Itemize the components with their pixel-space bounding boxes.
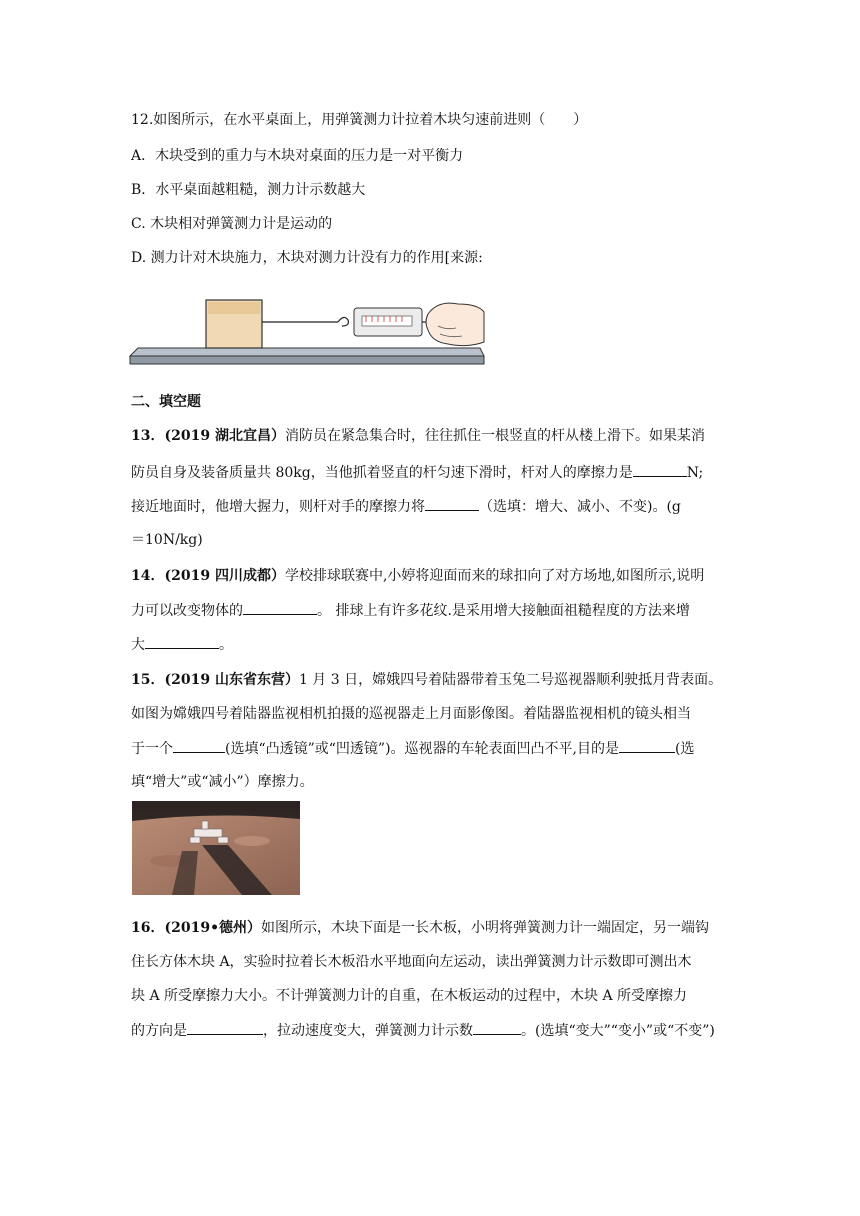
q15-text-2: 如图为嫦娥四号着陆器监视相机拍摄的巡视器走上月面影像图。着陆器监视相机的镜头相当 (131, 706, 691, 722)
q16-line-4 (131, 1020, 715, 1041)
q16-blank-1[interactable] (187, 1020, 263, 1035)
q16-text-3: 块 A 所受摩擦力大小。不计弹簧测力计的自重，在木板运动的过程中，木块 A 所受摩擦力 (131, 988, 688, 1004)
q16-text-1: 如图所示，木块下面是一长木板，小明将弹簧测力计一端固定，另一端钩 (261, 920, 710, 936)
q13-line-1 (131, 426, 705, 446)
q14-blank-1[interactable] (243, 600, 317, 615)
q16-source: 16．(2019•德州） (131, 920, 262, 936)
q16-text-4: 的方向是 (131, 1023, 187, 1039)
q15-text-1: 1 月 3 日，嫦娥四号着陆器带着玉兔二号巡视器顺利驶抵月背表面。 (298, 672, 723, 688)
lunar-rover-photo (132, 801, 300, 895)
q15-blank-2[interactable] (619, 738, 675, 753)
q14-line-2 (131, 600, 690, 621)
q15-blank-1[interactable] (173, 738, 225, 753)
section-title: 二、填空题 (131, 394, 201, 410)
q14-line-3 (131, 634, 233, 655)
q13-text-1: 消防员在紧急集合时，往往抓住一根竖直的杆从楼上滑下。如果某消 (284, 428, 705, 444)
q15-text-4: 填“增大”或“减小”）摩擦力。 (131, 774, 314, 790)
q16-line-1 (131, 918, 709, 938)
q16-text-4b: ，拉动速度变大，弹簧测力计示数 (263, 1023, 473, 1039)
q12-option-c: C. 木块相对弹簧测力计是运动的 (131, 216, 333, 232)
q16-blank-2[interactable] (473, 1020, 521, 1035)
q14-blank-2[interactable] (145, 634, 219, 649)
q14-text-2: 力可以改变物体的 (131, 603, 243, 619)
q15-line-1 (131, 670, 722, 690)
q16-text-2: 住长方体木块 A，实验时拉着长木板沿水平地面向左运动，读出弹簧测力计示数即可测出木 (131, 954, 692, 970)
q15-source: 15．(2019 山东省东营） (131, 672, 299, 688)
q13-source: 13．(2019 湖北宜昌） (131, 428, 285, 444)
q13-text-4: ＝10N/kg) (131, 532, 203, 548)
q12-stem: 12.如图所示，在水平桌面上，用弹簧测力计拉着木块匀速前进则（ ） (131, 112, 588, 128)
q15-line-3 (131, 738, 694, 759)
q14-source: 14．(2019 四川成都） (131, 568, 285, 584)
q12-option-b: B．水平桌面越粗糙，测力计示数越大 (131, 182, 366, 198)
q14-text-2b: 。 排球上有许多花纹.是采用增大接触面祖糙程度的方法来增 (317, 603, 690, 619)
q13-text-3b: （选填：增大、减小、不变)。(g (479, 499, 681, 515)
q13-line-3 (131, 496, 681, 517)
q15-text-3c: (选 (675, 741, 695, 757)
spring-scale-block-figure (128, 292, 488, 372)
q16-text-4c: 。(选填“变大”“变小”或“不变”) (521, 1023, 715, 1039)
q14-text-3: 大 (131, 637, 145, 653)
q14-line-1 (131, 566, 704, 586)
q12-option-a: A．木块受到的重力与木块对桌面的压力是一对平衡力 (131, 148, 464, 164)
q13-text-2b: N; (686, 465, 704, 481)
q13-line-2 (131, 462, 703, 483)
q14-text-1: 学校排球联赛中,小婷将迎面而来的球扣向了对方场地,如图所示,说明 (284, 568, 705, 584)
q13-text-3: 接近地面时，他增大握力，则杆对手的摩擦力将 (131, 499, 425, 515)
q14-text-3b: 。 (219, 637, 233, 653)
q13-text-2: 防员自身及装备质量共 80kg，当他抓着竖直的杆匀速下滑时，杆对人的摩擦力是 (131, 465, 633, 481)
q15-text-3b: (选填“凸透镜”或“凹透镜”)。巡视器的车轮表面凹凸不平,目的是 (225, 741, 620, 757)
q13-blank-2[interactable] (425, 496, 479, 511)
q13-blank-1[interactable] (633, 462, 687, 477)
q15-text-3: 于一个 (131, 741, 173, 757)
q12-option-d: D. 测力计对木块施力，木块对测力计没有力的作用[来源: (131, 250, 483, 266)
